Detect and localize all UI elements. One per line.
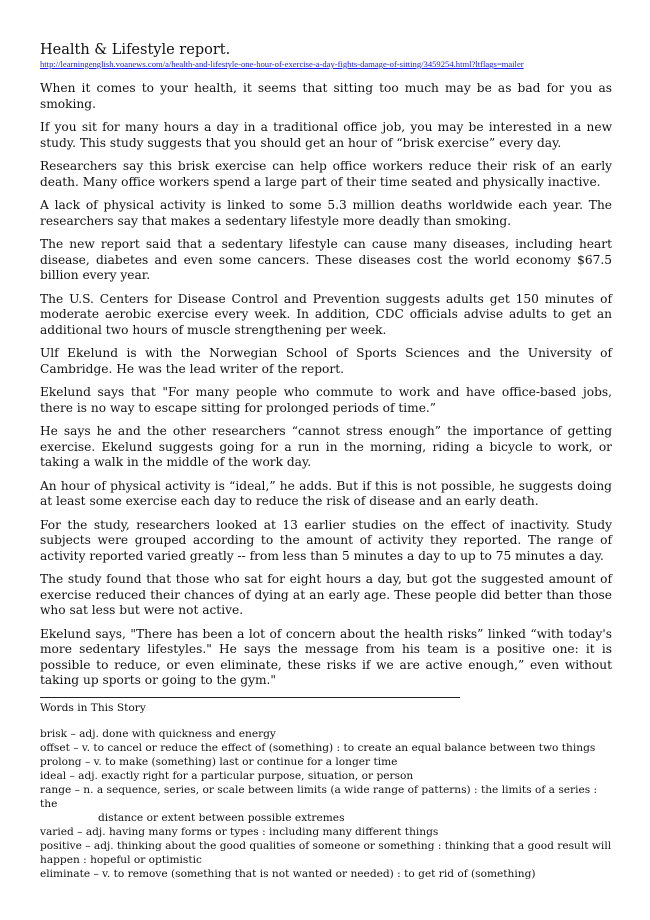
paragraph: The study found that those who sat for eight hours a day, but got the suggested amount of exercise reduced their chances of dying at an early age. These people did better than those who sat less but were not active. — [40, 572, 612, 617]
paragraph: Ekelund says that "For many people who commute to work and have office-based jobs, there is no way to escape sitting for prolonged periods of time.” — [40, 385, 612, 415]
paragraph: He says he and the other researchers “cannot stress enough” the importance of getting exercise. Ekelund suggests going for a run in the morning, riding a bicycle to work, or taking a walk in the middle of the work day. — [40, 424, 612, 469]
glossary-entry: offset – v. to cancel or reduce the effect of (something) : to create an equal balance between two things — [40, 741, 596, 754]
paragraph: When it comes to your health, it seems that sitting too much may be as bad for you as smoking. — [40, 81, 612, 111]
glossary-entry: prolong – v. to make (something) last or continue for a longer time — [40, 755, 398, 768]
source-link[interactable]: http://learningenglish.voanews.com/a/health-and-lifestyle-one-hour-of-exercise-a-day-fights-damage-of-sitting/3459254.html?ltflags=mailer — [40, 59, 524, 69]
paragraph: If you sit for many hours a day in a traditional office job, you may be interested in a new study. This study suggests that you should get an hour of “brisk exercise” every day. — [40, 120, 612, 150]
paragraph: Ulf Ekelund is with the Norwegian School of Sports Sciences and the University of Cambridge. He was the lead writer of the report. — [40, 346, 612, 376]
glossary-entry: ideal – adj. exactly right for a particular purpose, situation, or person — [40, 769, 414, 782]
glossary-entry: positive – adj. thinking about the good qualities of someone or something : thinking that a good result will happen : hopeful or optimistic — [40, 839, 612, 866]
glossary-entry: brisk – adj. done with quickness and energy — [40, 727, 276, 740]
glossary-entry: varied – adj. having many forms or types : including many different things — [40, 825, 439, 838]
glossary-entry-continuation: distance or extent between possible extremes — [98, 811, 345, 824]
paragraph: A lack of physical activity is linked to some 5.3 million deaths worldwide each year. The researchers say that makes a sedentary lifestyle more deadly than smoking. — [40, 198, 612, 228]
paragraph: Researchers say this brisk exercise can help office workers reduce their risk of an early death. Many office workers spend a large part of their time seated and physically inactive. — [40, 159, 612, 189]
paragraph: An hour of physical activity is “ideal,” he adds. But if this is not possible, he suggests doing at least some exercise each day to reduce the risk of disease and an early death. — [40, 478, 612, 508]
glossary-list — [40, 727, 612, 881]
glossary-entry: range – n. a sequence, series, or scale between limits (a wide range of patterns) : the limits of a series : the — [40, 783, 598, 810]
paragraph: The U.S. Centers for Disease Control and Prevention suggests adults get 150 minutes of moderate aerobic exercise every week. In addition, CDC officials advise adults to get an additional two hours of muscle strengthening per week. — [40, 291, 612, 337]
paragraph: The new report said that a sedentary lifestyle can cause many diseases, including heart disease, diabetes and even some cancers. These diseases cost the world economy $67.5 billion every year. — [40, 237, 612, 282]
paragraph: Ekelund says, "There has been a lot of concern about the health risks” linked “with today's more sedentary lifestyles." He says the message from his team is a positive one: it is possible to reduce, or even eliminate, these risks if we are active enough,” even without taking up sports or going to the gym." — [40, 626, 612, 687]
glossary-entry: eliminate – v. to remove (something that is not wanted or needed) : to get rid of (something) — [40, 867, 536, 880]
article-body — [40, 81, 612, 689]
section-divider — [40, 697, 460, 698]
words-section-title: Words in This Story — [40, 701, 146, 714]
page-title: Health & Lifestyle report. — [40, 42, 231, 58]
paragraph: For the study, researchers looked at 13 earlier studies on the effect of inactivity. Study subjects were grouped according to the amount of activity they reported. The range of activity reported varied greatly -- from less than 5 minutes a day to up to 75 minutes a day. — [40, 517, 612, 563]
